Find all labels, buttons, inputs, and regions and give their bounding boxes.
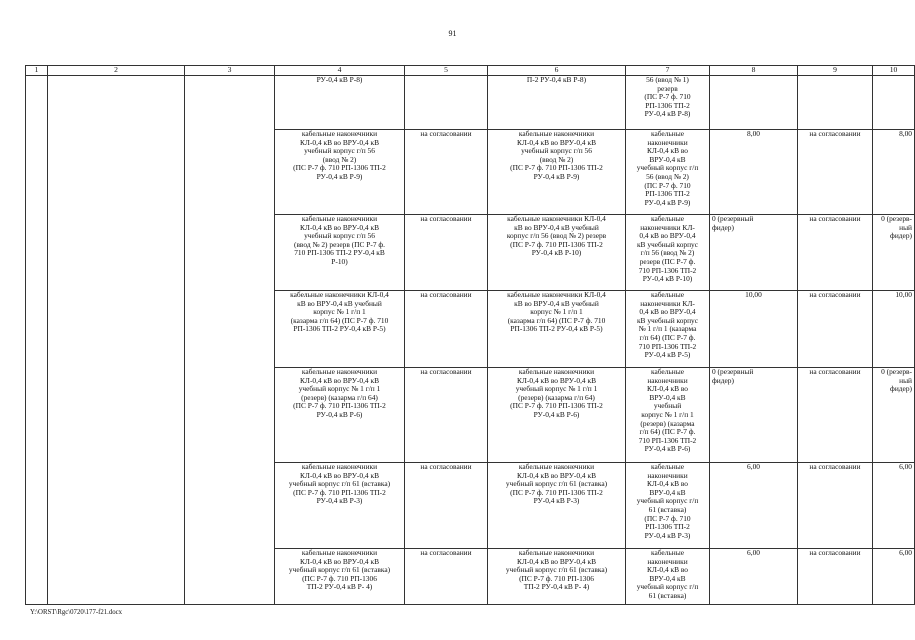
cell-item-name: кабельные наконечники КЛ-0,4 кВ во ВРУ-0,4 кВ учебный корпус г/п 56 (ввод № 2) (ПС Р-7 ф. 710 РП-1306 ТП-2 РУ-0,4 кВ Р-9) [275, 130, 405, 215]
cell-approval-status: на согласовании [798, 215, 873, 291]
column-header-5: 5 [405, 66, 488, 76]
cell-col3 [185, 76, 275, 605]
cell-status: на согласовании [405, 549, 488, 605]
cell-item-description: кабельные наконечники КЛ-0,4 кВ во ВРУ-0,4 кВ учебный корпус г/п 61 (вставка) [626, 549, 710, 605]
cell-item-description: кабельные наконечники КЛ-0,4 кВ во ВРУ-0,4 кВ учебный корпус № 1 г/п 1 (резерв) (казарма г/п 64) (ПС Р-7 ф. 710 РП-1306 ТП-2 РУ-0,4 кВ Р-6) [626, 368, 710, 463]
column-header-10: 10 [873, 66, 915, 76]
cell-value-total: 6,00 [873, 549, 915, 605]
cell-status: на согласовании [405, 463, 488, 549]
cell-status: на согласовании [405, 368, 488, 463]
cell-approval-status: на согласовании [798, 549, 873, 605]
cell-item-name-repeat: кабельные наконечники КЛ-0,4 кВ во ВРУ-0,4 кВ учебный корпус № 1 г/п 1 (казарма г/п 64) (ПС Р-7 ф. 710 РП-1306 ТП-2 РУ-0,4 кВ Р-5) [488, 291, 626, 368]
cell-item-description: 56 (ввод № 1) резерв (ПС Р-7 ф. 710 РП-1306 ТП-2 РУ-0,4 кВ Р-8) [626, 76, 710, 130]
column-header-4: 4 [275, 66, 405, 76]
cell-value-total: 8,00 [873, 130, 915, 215]
cell-approval-status [798, 76, 873, 130]
cell-item-name: РУ-0,4 кВ Р-8) [275, 76, 405, 130]
cell-item-name-repeat: кабельные наконечники КЛ-0,4 кВ во ВРУ-0,4 кВ учебный корпус г/п 56 (ввод № 2) резерв (ПС Р-7 ф. 710 РП-1306 ТП-2 РУ-0,4 кВ Р-10) [488, 215, 626, 291]
cell-approval-status: на согласовании [798, 463, 873, 549]
document-table [25, 65, 915, 605]
cell-status: на согласовании [405, 130, 488, 215]
cell-item-description: кабельные наконечники КЛ-0,4 кВ во ВРУ-0,4 кВ учебный корпус г/п 56 (ввод № 2) (ПС Р-7 ф. 710 РП-1306 ТП-2 РУ-0,4 кВ Р-9) [626, 130, 710, 215]
cell-item-name: кабельные наконечники КЛ-0,4 кВ во ВРУ-0,4 кВ учебный корпус г/п 61 (вставка) (ПС Р-7 ф. 710 РП-1306 ТП-2 РУ-0,4 кВ Р-3) [275, 463, 405, 549]
column-header-7: 7 [626, 66, 710, 76]
cell-value-total [873, 76, 915, 130]
cell-status [405, 76, 488, 130]
cell-value: 6,00 [710, 549, 798, 605]
column-header-3: 3 [185, 66, 275, 76]
cell-item-name-repeat: кабельные наконечники КЛ-0,4 кВ во ВРУ-0,4 кВ учебный корпус г/п 61 (вставка) (ПС Р-7 ф. 710 РП-1306 ТП-2 РУ-0,4 кВ Р- 4) [488, 549, 626, 605]
cell-col1 [26, 76, 48, 605]
cell-item-description: кабельные наконечники КЛ-0,4 кВ во ВРУ-0,4 кВ учебный корпус г/п 61 (вставка) (ПС Р-7 ф. 710 РП-1306 ТП-2 РУ-0,4 кВ Р-3) [626, 463, 710, 549]
cell-item-name-repeat: кабельные наконечники КЛ-0,4 кВ во ВРУ-0,4 кВ учебный корпус г/п 61 (вставка) (ПС Р-7 ф. 710 РП-1306 ТП-2 РУ-0,4 кВ Р-3) [488, 463, 626, 549]
cell-value: 0 (резервный фидер) [710, 215, 798, 291]
cell-col2 [48, 76, 185, 605]
cell-value: 6,00 [710, 463, 798, 549]
cell-approval-status: на согласовании [798, 130, 873, 215]
column-header-1: 1 [26, 66, 48, 76]
cell-value [710, 76, 798, 130]
cell-value: 10,00 [710, 291, 798, 368]
cell-item-name: кабельные наконечники КЛ-0,4 кВ во ВРУ-0,4 кВ учебный корпус г/п 56 (ввод № 2) резерв (ПС Р-7 ф. 710 РП-1306 ТП-2 РУ-0,4 кВ Р-10) [275, 215, 405, 291]
table-row [26, 76, 915, 130]
column-number-row [26, 66, 915, 76]
cell-value: 8,00 [710, 130, 798, 215]
cell-item-name: кабельные наконечники КЛ-0,4 кВ во ВРУ-0,4 кВ учебный корпус № 1 г/п 1 (резерв) (казарма г/п 64) (ПС Р-7 ф. 710 РП-1306 ТП-2 РУ-0,4 кВ Р-6) [275, 368, 405, 463]
cell-status: на согласовании [405, 215, 488, 291]
cell-item-description: кабельные наконечники КЛ- 0,4 кВ во ВРУ-0,4 кВ учебный корпус № 1 г/п 1 (казарма г/п 64) (ПС Р-7 ф. 710 РП-1306 ТП-2 РУ-0,4 кВ Р-5) [626, 291, 710, 368]
file-path-footer: Y:\ORST\Rgc\0720\177-f21.docx [30, 609, 123, 616]
cell-status: на согласовании [405, 291, 488, 368]
cell-item-description: кабельные наконечники КЛ- 0,4 кВ во ВРУ-0,4 кВ учебный корпус г/п 56 (ввод № 2) резерв (ПС Р-7 ф. 710 РП-1306 ТП-2 РУ-0,4 кВ Р-10) [626, 215, 710, 291]
cell-item-name-repeat: кабельные наконечники КЛ-0,4 кВ во ВРУ-0,4 кВ учебный корпус г/п 56 (ввод № 2) (ПС Р-7 ф. 710 РП-1306 ТП-2 РУ-0,4 кВ Р-9) [488, 130, 626, 215]
column-header-8: 8 [710, 66, 798, 76]
cell-item-name: кабельные наконечники КЛ-0,4 кВ во ВРУ-0,4 кВ учебный корпус г/п 61 (вставка) (ПС Р-7 ф. 710 РП-1306 ТП-2 РУ-0,4 кВ Р- 4) [275, 549, 405, 605]
cell-item-name-repeat: кабельные наконечники КЛ-0,4 кВ во ВРУ-0,4 кВ учебный корпус № 1 г/п 1 (резерв) (казарма г/п 64) (ПС Р-7 ф. 710 РП-1306 ТП-2 РУ-0,4 кВ Р-6) [488, 368, 626, 463]
cell-item-name-repeat: П-2 РУ-0,4 кВ Р-8) [488, 76, 626, 130]
cell-value-total: 0 (резерв- ный фидер) [873, 215, 915, 291]
column-header-9: 9 [798, 66, 873, 76]
cell-value-total: 6,00 [873, 463, 915, 549]
column-header-6: 6 [488, 66, 626, 76]
column-header-2: 2 [48, 66, 185, 76]
table-body [26, 76, 915, 605]
cell-approval-status: на согласовании [798, 368, 873, 463]
cell-value: 0 (резервный фидер) [710, 368, 798, 463]
cell-item-name: кабельные наконечники КЛ-0,4 кВ во ВРУ-0,4 кВ учебный корпус № 1 г/п 1 (казарма г/п 64) (ПС Р-7 ф. 710 РП-1306 ТП-2 РУ-0,4 кВ Р-5) [275, 291, 405, 368]
cell-approval-status: на согласовании [798, 291, 873, 368]
cell-value-total: 10,00 [873, 291, 915, 368]
cell-value-total: 0 (резерв- ный фидер) [873, 368, 915, 463]
page-number: 91 [448, 29, 457, 38]
